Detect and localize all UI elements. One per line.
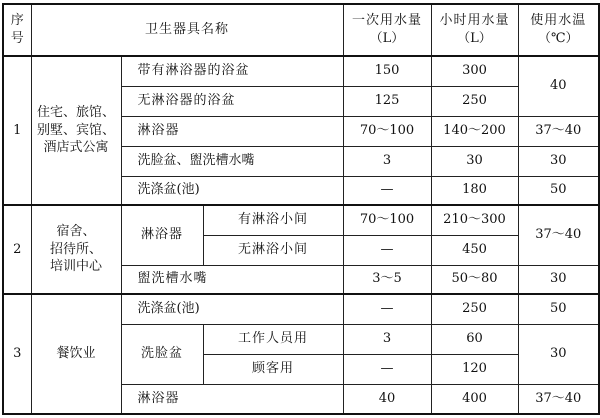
once-usage: 125 (343, 86, 431, 116)
fixture-name: 无淋浴小间 (203, 235, 343, 265)
hourly-usage: 250 (431, 294, 518, 324)
header-once-usage: 一次用水量 （L） (343, 4, 431, 56)
fixture-name: 顾客用 (203, 354, 343, 384)
once-usage: 3 (343, 146, 431, 176)
water-temp: 37～40 (518, 384, 599, 414)
hourly-usage: 30 (431, 146, 518, 176)
hourly-usage: 250 (431, 86, 518, 116)
water-temp: 30 (518, 265, 599, 294)
sub-group-label: 洗脸盆 (121, 324, 203, 384)
table-row (3, 205, 599, 235)
hourly-usage: 450 (431, 235, 518, 265)
fixture-name: 盥洗槽水嘴 (121, 265, 343, 294)
once-usage: — (343, 176, 431, 205)
once-usage: 150 (343, 56, 431, 86)
fixture-name: 淋浴器 (121, 116, 343, 146)
water-temp: 37～40 (518, 116, 599, 146)
fixture-name: 工作人员用 (203, 324, 343, 354)
water-temp: 30 (518, 146, 599, 176)
header-water-temp: 使用水温 （℃） (518, 4, 599, 56)
hourly-usage: 50～80 (431, 265, 518, 294)
header-row (3, 4, 599, 56)
hourly-usage: 400 (431, 384, 518, 414)
hourly-usage: 210～300 (431, 205, 518, 235)
fixture-name: 无淋浴器的浴盆 (121, 86, 343, 116)
group-category: 餐饮业 (31, 294, 121, 414)
once-usage: 3 (343, 324, 431, 354)
fixture-name: 洗脸盆、盥洗槽水嘴 (121, 146, 343, 176)
fixture-name: 洗涤盆(池) (121, 176, 343, 205)
group-seq: 3 (3, 294, 31, 414)
water-usage-table (2, 3, 600, 415)
once-usage: 70～100 (343, 116, 431, 146)
once-usage: — (343, 354, 431, 384)
once-usage: 40 (343, 384, 431, 414)
hourly-usage: 140～200 (431, 116, 518, 146)
group-seq: 2 (3, 205, 31, 294)
hourly-usage: 180 (431, 176, 518, 205)
table-row (3, 294, 599, 324)
fixture-name: 带有淋浴器的浴盆 (121, 56, 343, 86)
water-temp: 30 (518, 324, 599, 384)
group-category: 住宅、旅馆、 别墅、宾馆、 酒店式公寓 (31, 56, 121, 205)
water-temp: 37～40 (518, 205, 599, 265)
sub-group-label: 淋浴器 (121, 205, 203, 265)
hourly-usage: 60 (431, 324, 518, 354)
header-seq: 序 号 (3, 4, 31, 56)
water-temp: 40 (518, 56, 599, 116)
table-row (3, 56, 599, 86)
header-fixture-name: 卫生器具名称 (31, 4, 343, 56)
water-temp: 50 (518, 176, 599, 205)
once-usage: 3～5 (343, 265, 431, 294)
group-seq: 1 (3, 56, 31, 205)
hourly-usage: 120 (431, 354, 518, 384)
water-temp: 50 (518, 294, 599, 324)
once-usage: — (343, 235, 431, 265)
header-hourly-usage: 小时用水量 （L） (431, 4, 518, 56)
group-category: 宿舍、 招待所、 培训中心 (31, 205, 121, 294)
fixture-name: 有淋浴小间 (203, 205, 343, 235)
once-usage: 70～100 (343, 205, 431, 235)
once-usage: — (343, 294, 431, 324)
hourly-usage: 300 (431, 56, 518, 86)
fixture-name: 洗涤盆(池) (121, 294, 343, 324)
fixture-name: 淋浴器 (121, 384, 343, 414)
